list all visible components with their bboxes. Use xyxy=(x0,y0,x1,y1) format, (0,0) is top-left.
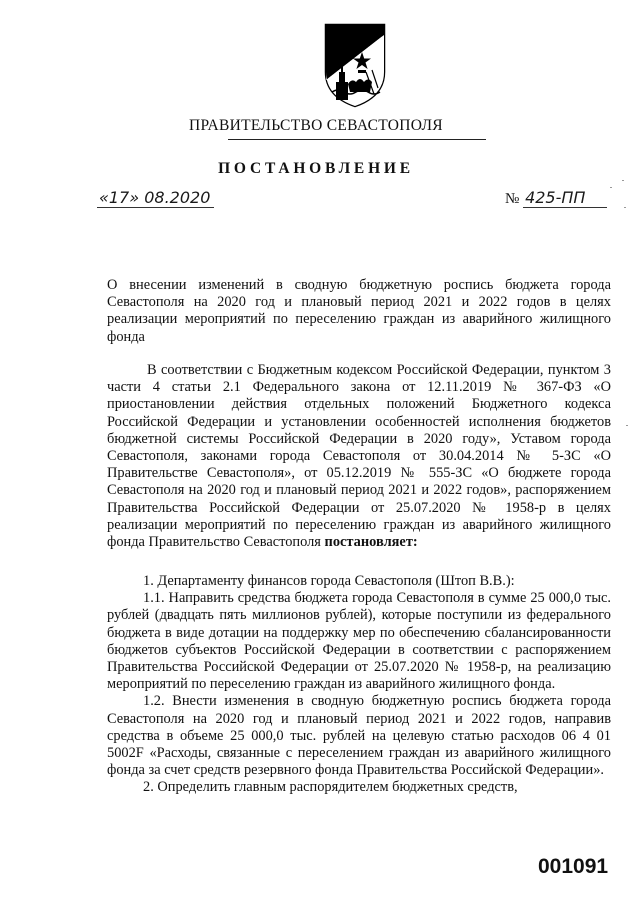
item-1: 1. Департаменту финансов города Севастополя (Штоп В.В.): xyxy=(143,573,515,589)
decree-items xyxy=(107,573,611,797)
number-sign: № xyxy=(505,191,520,207)
item-2: 2. Определить главным распорядителем бюджетных средств, xyxy=(143,779,518,796)
document-number xyxy=(505,188,607,208)
document-date xyxy=(97,188,214,208)
document-type: ПОСТАНОВЛЕНИЕ xyxy=(218,160,414,177)
preamble-paragraph: В соответствии с Бюджетным кодексом Российской Федерации, пунктом 3 части 4 статьи 2.1 Федерального закона от 12.11.2019 № 367-ФЗ «О приостановлении действия отдельных положений Бюджетного кодекса Российской Федерации и установлении особенностей исполнения бюджетов бюджетной системы Российской Федерации в 2020 году», Уставом города Севастополя, законами города Севастополя от 30.04.2014 № 5-ЗС «О Правительстве Севастополя», от 05.12.2019 № 555-ЗС «О бюджете города Севастополя на 2020 год и плановый период 2021 и 2022 годов», распоряжением Правительства Российской Федерации от 25.07.2020 № 1958-р в целях реализации мероприятий по переселению граждан из аварийного жилищного фонда Правительство Севастополя постановляет: xyxy=(107,362,611,551)
number-value: 425-ПП xyxy=(523,188,607,208)
organization-underline xyxy=(228,139,486,140)
decree-verb: постановляет: xyxy=(324,534,418,551)
item-1-1: 1.1. Направить средства бюджета города Севастополя в сумме 25 000,0 тыс. рублей (двадцать пять миллионов рублей), которые поступили из федерального бюджета в виде дотации на поддержку мер по обеспечению сбалансированности бюджетов субъектов Российской Федерации в соответствии с распоряжением Правительства Российской Федерации от 25.07.2020 № 1958-р, на реализацию мероприятий по переселению граждан из аварийного жилищного фонда. xyxy=(107,590,611,693)
item-1-2: 1.2. Внести изменения в сводную бюджетную роспись бюджета города Севастополя на 2020 год и плановый период 2021 и 2022 годов, направив средства в объеме 25 000,0 тыс. рублей на целевую статью расходов 06 4 01 5002F «Расходы, связанные с переселением граждан из аварийного жилищного фонда за счет средств резервного фонда Правительства Российской Федерации». xyxy=(107,693,611,779)
sevastopol-coat-of-arms-icon xyxy=(322,22,388,108)
scan-speck xyxy=(624,207,626,208)
serial-number: 001091 xyxy=(538,855,609,878)
scan-speck xyxy=(610,187,612,188)
scan-speck xyxy=(622,180,624,181)
date-value: «17» 08.2020 xyxy=(97,188,214,208)
organization-name: ПРАВИТЕЛЬСТВО СЕВАСТОПОЛЯ xyxy=(189,117,443,134)
scan-speck xyxy=(626,425,628,426)
document-title: О внесении изменений в сводную бюджетную роспись бюджета города Севастополя на 2020 год и плановый период 2021 и 2022 годов в целях реализации мероприятий по переселению граждан из аварийного жилищного фонда xyxy=(107,277,611,345)
